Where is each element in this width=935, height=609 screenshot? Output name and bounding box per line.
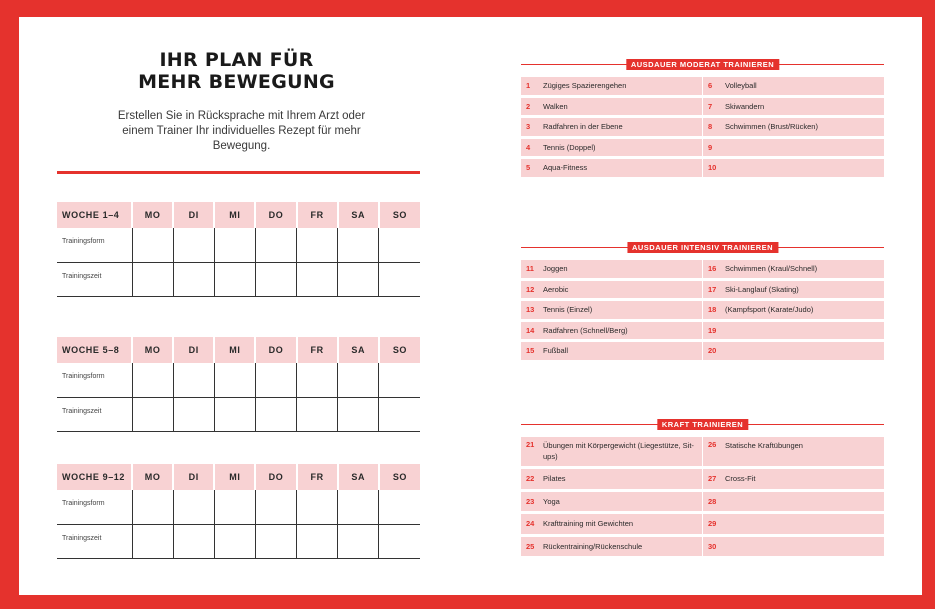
activity-label: Aqua-Fitness [543, 163, 588, 173]
entry-cell[interactable] [255, 228, 296, 262]
activity-label: Schwimmen (Brust/Rücken) [725, 122, 818, 132]
activity-label: Tennis (Doppel) [543, 142, 596, 152]
section-header [521, 420, 884, 430]
entry-cell[interactable] [338, 397, 379, 431]
day-header: SO [379, 337, 420, 363]
activity-item[interactable] [703, 159, 884, 177]
activity-item[interactable] [521, 139, 702, 157]
activity-item[interactable] [703, 139, 884, 157]
activity-item[interactable] [703, 437, 884, 466]
activity-label: Übungen mit Körpergewicht (Liegestütze, Sit-ups) [543, 441, 694, 461]
day-header: DI [173, 337, 214, 363]
day-header: FR [297, 464, 338, 490]
entry-cell[interactable] [379, 397, 420, 431]
activity-number: 9 [708, 142, 713, 152]
activity-label: Radfahren (Schnell/Berg) [543, 325, 628, 335]
activity-number: 5 [526, 163, 531, 173]
activity-number: 7 [708, 101, 713, 111]
entry-cell[interactable] [379, 363, 420, 397]
entry-cell[interactable] [214, 363, 255, 397]
activity-number: 3 [526, 122, 531, 132]
entry-cell[interactable] [255, 262, 296, 296]
table-row [57, 524, 420, 558]
activity-item[interactable] [521, 537, 702, 557]
activity-item[interactable] [521, 159, 702, 177]
day-header: MO [132, 202, 173, 228]
activity-label: Krafttraining mit Gewichten [543, 519, 634, 529]
entry-cell[interactable] [255, 524, 296, 558]
activity-number: 20 [708, 346, 717, 356]
activity-number: 14 [526, 325, 535, 335]
activity-number: 22 [526, 474, 535, 484]
day-header: MO [132, 337, 173, 363]
activity-number: 15 [526, 346, 535, 356]
week-label: WOCHE 1–4 [57, 202, 132, 228]
activity-item[interactable] [703, 77, 884, 95]
entry-cell[interactable] [379, 228, 420, 262]
entry-cell[interactable] [338, 490, 379, 524]
week-table [57, 337, 420, 432]
entry-cell[interactable] [132, 262, 173, 296]
week-label: WOCHE 5–8 [57, 337, 132, 363]
week-table [57, 464, 420, 559]
activity-item[interactable] [521, 342, 702, 360]
section-title: AUSDAUER MODERAT TRAINIEREN [626, 59, 779, 70]
activity-label: Yoga [543, 496, 560, 506]
page-title [129, 49, 344, 93]
divider [57, 171, 420, 174]
activity-item[interactable] [703, 260, 884, 278]
activity-label: Walken [543, 101, 568, 111]
activity-item[interactable] [521, 492, 702, 512]
row-label: Trainingsform [57, 228, 132, 262]
activity-number: 30 [708, 541, 717, 551]
activity-label: Tennis (Einzel) [543, 305, 593, 315]
table-row [57, 363, 420, 397]
activity-label: Volleyball [725, 81, 757, 91]
activity-item[interactable] [703, 537, 884, 557]
entry-cell[interactable] [214, 524, 255, 558]
activity-number: 10 [708, 163, 717, 173]
day-header: SA [338, 202, 379, 228]
entry-cell[interactable] [297, 524, 338, 558]
activity-label: Skiwandern [725, 101, 765, 111]
activity-item[interactable] [521, 322, 702, 340]
activity-number: 25 [526, 541, 535, 551]
day-header: DI [173, 464, 214, 490]
activity-number: 4 [526, 142, 531, 152]
activity-label: Cross-Fit [725, 474, 756, 484]
page-subtitle: Erstellen Sie in Rücksprache mit Ihrem Arzt oder einem Trainer Ihr individuelles Rezept für mehr Bewegung. [117, 110, 366, 152]
entry-cell[interactable] [173, 228, 214, 262]
entry-cell[interactable] [132, 363, 173, 397]
day-header: DO [255, 202, 296, 228]
day-header: FR [297, 202, 338, 228]
entry-cell[interactable] [173, 490, 214, 524]
activity-label: Pilates [543, 474, 566, 484]
day-header: SA [338, 464, 379, 490]
activity-item[interactable] [521, 77, 702, 95]
week-label: WOCHE 9–12 [57, 464, 132, 490]
activity-number: 18 [708, 305, 717, 315]
activity-number: 16 [708, 264, 717, 274]
entry-cell[interactable] [338, 363, 379, 397]
activity-number: 12 [526, 284, 535, 294]
entry-cell[interactable] [297, 262, 338, 296]
entry-cell[interactable] [214, 397, 255, 431]
activity-item[interactable] [703, 469, 884, 489]
entry-cell[interactable] [214, 262, 255, 296]
activity-number: 6 [708, 81, 713, 91]
day-header: MI [214, 464, 255, 490]
activity-grid [521, 437, 884, 559]
row-label: Trainingsform [57, 363, 132, 397]
activity-item[interactable] [521, 281, 702, 299]
title-line-1: IHR PLAN FÜR [159, 49, 314, 71]
entry-cell[interactable] [379, 262, 420, 296]
day-header: MO [132, 464, 173, 490]
activity-label: Rückentraining/Rückenschule [543, 541, 643, 551]
activity-item[interactable] [521, 118, 702, 136]
day-header: SO [379, 202, 420, 228]
entry-cell[interactable] [173, 363, 214, 397]
activity-item[interactable] [703, 342, 884, 360]
entry-cell[interactable] [173, 397, 214, 431]
entry-cell[interactable] [214, 490, 255, 524]
activity-item[interactable] [703, 281, 884, 299]
activity-label: Joggen [543, 264, 568, 274]
entry-cell[interactable] [338, 228, 379, 262]
activity-item[interactable] [703, 98, 884, 116]
activity-item[interactable] [703, 118, 884, 136]
activity-number: 8 [708, 122, 713, 132]
title-line-2: MEHR BEWEGUNG [138, 71, 335, 93]
activity-number: 27 [708, 474, 717, 484]
activity-number: 28 [708, 496, 717, 506]
activity-number: 19 [708, 325, 717, 335]
activity-item[interactable] [703, 514, 884, 534]
activity-item[interactable] [521, 514, 702, 534]
activity-number: 13 [526, 305, 535, 315]
day-header: DO [255, 464, 296, 490]
day-header: DI [173, 202, 214, 228]
activity-number: 17 [708, 284, 717, 294]
table-row [57, 490, 420, 524]
activity-number: 29 [708, 519, 717, 529]
day-header: SO [379, 464, 420, 490]
plan-page [19, 17, 922, 595]
activity-grid [521, 77, 884, 180]
table-row [57, 397, 420, 431]
activity-item[interactable] [703, 322, 884, 340]
activity-label: Statische Kraftübungen [725, 441, 803, 450]
day-header: SA [338, 337, 379, 363]
entry-cell[interactable] [132, 524, 173, 558]
entry-cell[interactable] [297, 397, 338, 431]
activity-item[interactable] [521, 260, 702, 278]
row-label: Trainingszeit [57, 397, 132, 431]
entry-cell[interactable] [132, 228, 173, 262]
section-header [521, 243, 884, 253]
row-label: Trainingszeit [57, 524, 132, 558]
activity-number: 26 [708, 440, 717, 449]
section-header [521, 60, 884, 70]
row-label: Trainingsform [57, 490, 132, 524]
entry-cell[interactable] [173, 262, 214, 296]
activity-grid [521, 260, 884, 363]
entry-cell[interactable] [297, 228, 338, 262]
entry-cell[interactable] [338, 524, 379, 558]
activity-item[interactable] [521, 437, 702, 466]
activity-item[interactable] [521, 301, 702, 319]
day-header: MI [214, 337, 255, 363]
row-label: Trainingszeit [57, 262, 132, 296]
activity-number: 2 [526, 101, 531, 111]
table-row [57, 228, 420, 262]
entry-cell[interactable] [255, 490, 296, 524]
entry-cell[interactable] [297, 363, 338, 397]
entry-cell[interactable] [132, 490, 173, 524]
entry-cell[interactable] [173, 524, 214, 558]
activity-item[interactable] [703, 492, 884, 512]
table-row [57, 262, 420, 296]
activity-label: (Kampfsport (Karate/Judo) [725, 305, 814, 315]
activity-label: Zügiges Spazierengehen [543, 81, 627, 91]
activity-item[interactable] [703, 301, 884, 319]
activity-number: 23 [526, 496, 535, 506]
section-title: AUSDAUER INTENSIV TRAINIEREN [627, 242, 778, 253]
entry-cell[interactable] [379, 490, 420, 524]
day-header: MI [214, 202, 255, 228]
activity-label: Schwimmen (Kraul/Schnell) [725, 264, 818, 274]
week-table [57, 202, 420, 297]
activity-number: 11 [526, 264, 534, 274]
entry-cell[interactable] [255, 397, 296, 431]
activity-label: Aerobic [543, 284, 569, 294]
activity-item[interactable] [521, 98, 702, 116]
entry-cell[interactable] [132, 397, 173, 431]
entry-cell[interactable] [338, 262, 379, 296]
entry-cell[interactable] [379, 524, 420, 558]
activity-number: 21 [526, 440, 535, 449]
entry-cell[interactable] [214, 228, 255, 262]
activity-label: Ski-Langlauf (Skating) [725, 284, 799, 294]
section-title: KRAFT TRAINIEREN [657, 419, 748, 430]
activity-number: 24 [526, 519, 535, 529]
activity-item[interactable] [521, 469, 702, 489]
entry-cell[interactable] [255, 363, 296, 397]
day-header: DO [255, 337, 296, 363]
entry-cell[interactable] [297, 490, 338, 524]
day-header: FR [297, 337, 338, 363]
activity-label: Radfahren in der Ebene [543, 122, 623, 132]
activity-number: 1 [526, 81, 531, 91]
activity-label: Fußball [543, 346, 569, 356]
